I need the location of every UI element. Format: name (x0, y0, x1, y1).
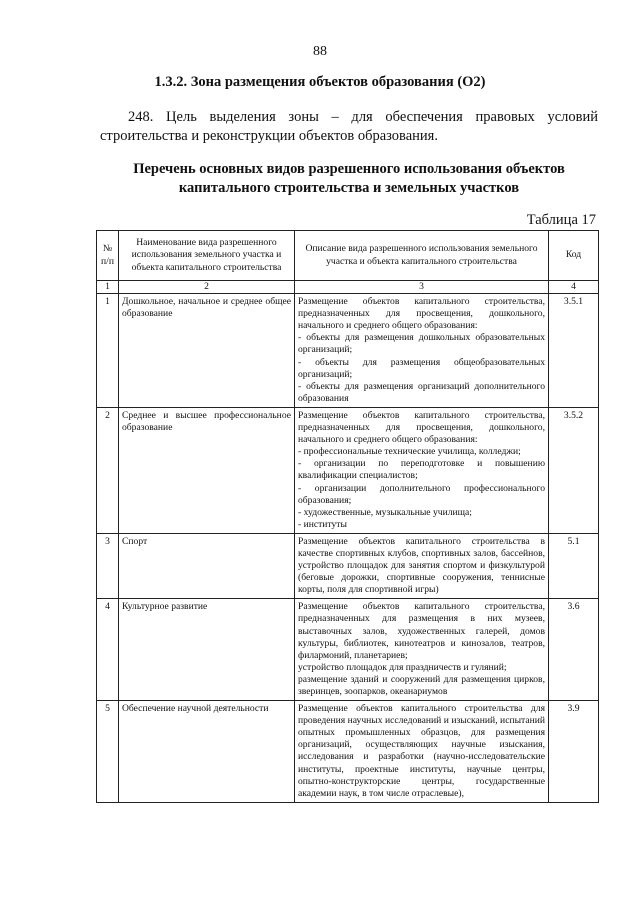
index-cell: 1 (97, 281, 119, 294)
description-line: Размещение объектов капитального строительства для проведения научных исследований и изысканий, испытаний опытных промышленных образцов, для размещения организаций, осуществляющих научные изыскания, исследования и разработки (научно-исследовательские институты, проектные институты, научные центры, опытно-конструкторские центры, государственные академии наук, в том числе отраслевые), (298, 703, 545, 799)
description-line: - профессиональные технические училища, колледжи; (298, 446, 521, 458)
description-line: - организации по переподготовке и повышению квалификации специалистов; (298, 458, 545, 482)
description-line: размещение зданий и сооружений для размещения цирков, зверинцев, зоопарков, океанариумов (298, 673, 545, 697)
list-heading: Перечень основных видов разрешенного использования объектов капитального строительства и земельных участков (133, 161, 565, 196)
description-line: устройство площадок для праздничеств и гуляний; (298, 661, 507, 673)
header-name: Наименование вида разрешенного использования земельного участка и объекта капитального строительства (119, 231, 295, 281)
row-code: 5.1 (549, 533, 599, 598)
row-use-name: Обеспечение научной деятельности (119, 701, 295, 803)
row-use-name: Дошкольное, начальное и среднее общее образование (119, 294, 295, 408)
row-number: 4 (97, 599, 119, 701)
header-code: Код (549, 231, 599, 281)
page-number: 88 (313, 44, 327, 59)
description-line: - организации дополнительного профессионального образования; (298, 482, 545, 506)
row-code: 3.5.1 (549, 294, 599, 408)
description-line: - объекты для размещения дошкольных образовательных организаций; (298, 332, 545, 356)
row-number: 1 (97, 294, 119, 408)
purpose-paragraph: 248. Цель выделения зоны – для обеспечения правовых условий строительства и реконструкции объектов образования. (100, 109, 598, 144)
row-number: 5 (97, 701, 119, 803)
row-number: 2 (97, 407, 119, 533)
header-description: Описание вида разрешенного использования земельного участка и объекта капитального строительства (295, 231, 549, 281)
permitted-use-table (96, 230, 599, 803)
description-line: Размещение объектов капитального строительства, предназначенных для просвещения, дошкольного, начального и среднего общего образования: (298, 409, 545, 446)
description-line: Размещение объектов капитального строительства, предназначенных для просвещения, дошкольного, начального и среднего общего образования: (298, 296, 545, 332)
row-use-name: Культурное развитие (119, 599, 295, 701)
description-line: - художественные, музыкальные училища; (298, 506, 472, 518)
description-line: - объекты для размещения организаций дополнительного образования (298, 380, 545, 404)
row-description (295, 599, 549, 701)
table-header-row (97, 231, 599, 281)
row-use-name: Среднее и высшее профессиональное образование (119, 407, 295, 533)
row-description (295, 533, 549, 598)
row-code: 3.6 (549, 599, 599, 701)
description-line: Размещение объектов капитального строительства в качестве спортивных клубов, спортивных залов, бассейнов, устройство площадок для занятия спортом и физкультурой (беговые дорожки, спортивные сооружения, теннисные корты, поля для спортивной игры) (298, 535, 545, 596)
table-label: Таблица 17 (526, 212, 596, 228)
row-code: 3.5.2 (549, 407, 599, 533)
row-code: 3.9 (549, 701, 599, 803)
table-row (97, 294, 599, 408)
zone-heading: 1.3.2. Зона размещения объектов образования (О2) (154, 74, 486, 90)
index-cell: 4 (549, 281, 599, 294)
row-use-name: Спорт (119, 533, 295, 598)
row-description (295, 407, 549, 533)
table-row (97, 599, 599, 701)
index-cell: 3 (295, 281, 549, 294)
table-index-row (97, 281, 599, 294)
row-description (295, 701, 549, 803)
table-row (97, 407, 599, 533)
table-row (97, 701, 599, 803)
description-line: Размещение объектов капитального строительства, предназначенных для размещения в них музеев, выставочных залов, художественных галерей, домов культуры, библиотек, кинотеатров и кинозалов, театров, филармоний, планетариев; (298, 601, 545, 661)
header-num: № п/п (97, 231, 119, 281)
table-row (97, 533, 599, 598)
row-description (295, 294, 549, 408)
description-line: - институты (298, 518, 347, 530)
description-line: - объекты для размещения общеобразовательных организаций; (298, 356, 545, 380)
index-cell: 2 (119, 281, 295, 294)
row-number: 3 (97, 533, 119, 598)
